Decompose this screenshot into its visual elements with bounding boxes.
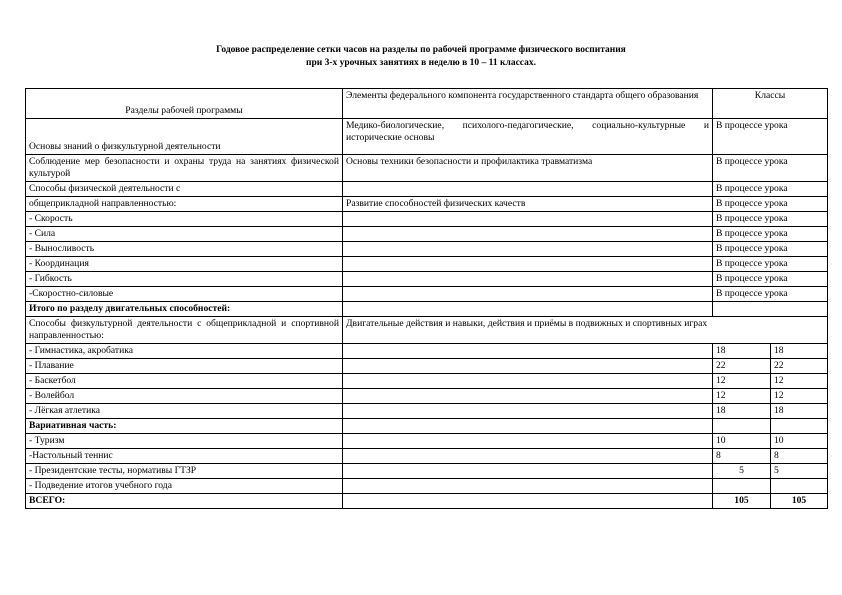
row-section-cell: - Лёгкая атлетика [26,404,343,419]
row-grade-10-hours [713,479,771,494]
row-classes-cell: В процессе урока [713,119,828,155]
sports-block-row [26,317,828,344]
total-empty-cell [343,494,713,509]
row-grade-11-hours: 5 [771,464,828,479]
row-section-cell: - Подведение итогов учебного года [26,479,343,494]
row-section-cell: - Выносливость [26,242,343,257]
table-row [26,119,828,155]
total-grade-11-hours: 105 [771,494,828,509]
table-row [26,389,828,404]
title-line-2: при 3-х урочных занятиях в неделю в 10 – 11 классах. [305,58,537,68]
table-row [26,197,828,212]
row-section-cell: общеприкладной направленностью: [26,197,343,212]
row-element-cell: Основы техники безопасности и профилактика травматизма [343,155,713,182]
row-classes-cell: В процессе урока [713,155,828,182]
row-grade-11-hours: 10 [771,434,828,449]
table-row [26,404,828,419]
row-grade-10-hours: 8 [713,449,771,464]
table-row [26,449,828,464]
row-classes-cell: В процессе урока [713,212,828,227]
row-classes-cell: В процессе урока [713,242,828,257]
row-element-cell [343,404,713,419]
variative-label: Вариативная часть: [26,419,343,434]
row-grade-11-hours: 18 [771,344,828,359]
row-section-cell: Соблюдение мер безопасности и охраны труда на занятиях физической культурой [26,155,343,182]
subtotal-row [26,302,828,317]
table-row [26,287,828,302]
row-section-cell: - Координация [26,257,343,272]
row-classes-cell: В процессе урока [713,197,828,212]
row-section-cell: Основы знаний о физкультурной деятельности [26,119,343,155]
row-grade-10-hours: 18 [713,344,771,359]
row-element-cell [343,272,713,287]
row-grade-11-hours [771,479,828,494]
row-element-cell: Развитие способностей физических качеств [343,197,713,212]
row-element-cell [343,287,713,302]
total-grade-10-hours: 105 [713,494,771,509]
row-element-cell [343,479,713,494]
row-grade-11-hours: 18 [771,404,828,419]
row-classes-cell: В процессе урока [713,257,828,272]
row-section-cell: - Президентские тесты, нормативы ГТЗР [26,464,343,479]
document-title [0,44,842,70]
table-row [26,479,828,494]
table-row [26,227,828,242]
table-row [26,155,828,182]
total-row [26,494,828,509]
row-grade-11-hours: 12 [771,374,828,389]
total-label: ВСЕГО: [26,494,343,509]
row-element-cell [343,344,713,359]
table-row [26,257,828,272]
header-sections: Разделы рабочей программы [26,89,343,119]
row-section-cell: - Скорость [26,212,343,227]
row-grade-10-hours: 22 [713,359,771,374]
sports-block-element: Двигательные действия и навыки, действия и приёмы в подвижных и спортивных играх [343,317,828,344]
row-element-cell [343,212,713,227]
row-element-cell [343,389,713,404]
table-row [26,212,828,227]
subtotal-empty-cell [343,302,713,317]
row-classes-cell: В процессе урока [713,272,828,287]
hours-distribution-table [25,88,828,509]
row-element-cell [343,257,713,272]
row-section-cell: -Скоростно-силовые [26,287,343,302]
variative-label-row [26,419,828,434]
row-classes-cell: В процессе урока [713,287,828,302]
table-row [26,242,828,257]
row-element-cell [343,419,713,434]
row-grade-11-hours: 22 [771,359,828,374]
header-classes: Классы [713,89,828,119]
row-grade-10-hours: 12 [713,374,771,389]
row-element-cell: Медико-биологические, психолого-педагогические, социально-культурные и исторические основы [343,119,713,155]
row-element-cell [343,464,713,479]
row-element-cell [343,434,713,449]
subtotal-classes-cell [713,302,828,317]
table-header-row [26,89,828,119]
table-row [26,434,828,449]
table-row [26,464,828,479]
row-grade-10-hours: 10 [713,434,771,449]
table-row [26,359,828,374]
row-grade-10-hours: 5 [713,464,771,479]
row-section-cell: -Настольный теннис [26,449,343,464]
row-element-cell [343,359,713,374]
subtotal-label: Итого по разделу двигательных способностей: [26,302,343,317]
row-section-cell: Способы физической деятельности с [26,182,343,197]
table-row [26,344,828,359]
sports-block-section: Способы физкультурной деятельности с общеприкладной и спортивной направленностью: [26,317,343,344]
header-standard-elements: Элементы федерального компонента государственного стандарта общего образования [343,89,713,119]
table-row [26,374,828,389]
row-grade-10-hours: 12 [713,389,771,404]
row-section-cell: - Баскетбол [26,374,343,389]
row-section-cell: - Сила [26,227,343,242]
row-element-cell [343,242,713,257]
row-classes-cell: В процессе урока [713,182,828,197]
row-section-cell: - Волейбол [26,389,343,404]
row-grade-10-hours: 18 [713,404,771,419]
row-section-cell: - Гимнастика, акробатика [26,344,343,359]
row-classes-cell: В процессе урока [713,227,828,242]
table-row [26,182,828,197]
row-grade-10-hours [713,419,771,434]
row-grade-11-hours: 8 [771,449,828,464]
row-element-cell [343,374,713,389]
row-grade-11-hours [771,419,828,434]
table-row [26,272,828,287]
row-grade-11-hours: 12 [771,389,828,404]
row-element-cell [343,227,713,242]
row-element-cell [343,449,713,464]
row-element-cell [343,182,713,197]
row-section-cell: - Гибкость [26,272,343,287]
row-section-cell: - Туризм [26,434,343,449]
title-line-1: Годовое распределение сетки часов на разделы по рабочей программе физического воспитания [216,45,626,55]
row-section-cell: - Плавание [26,359,343,374]
